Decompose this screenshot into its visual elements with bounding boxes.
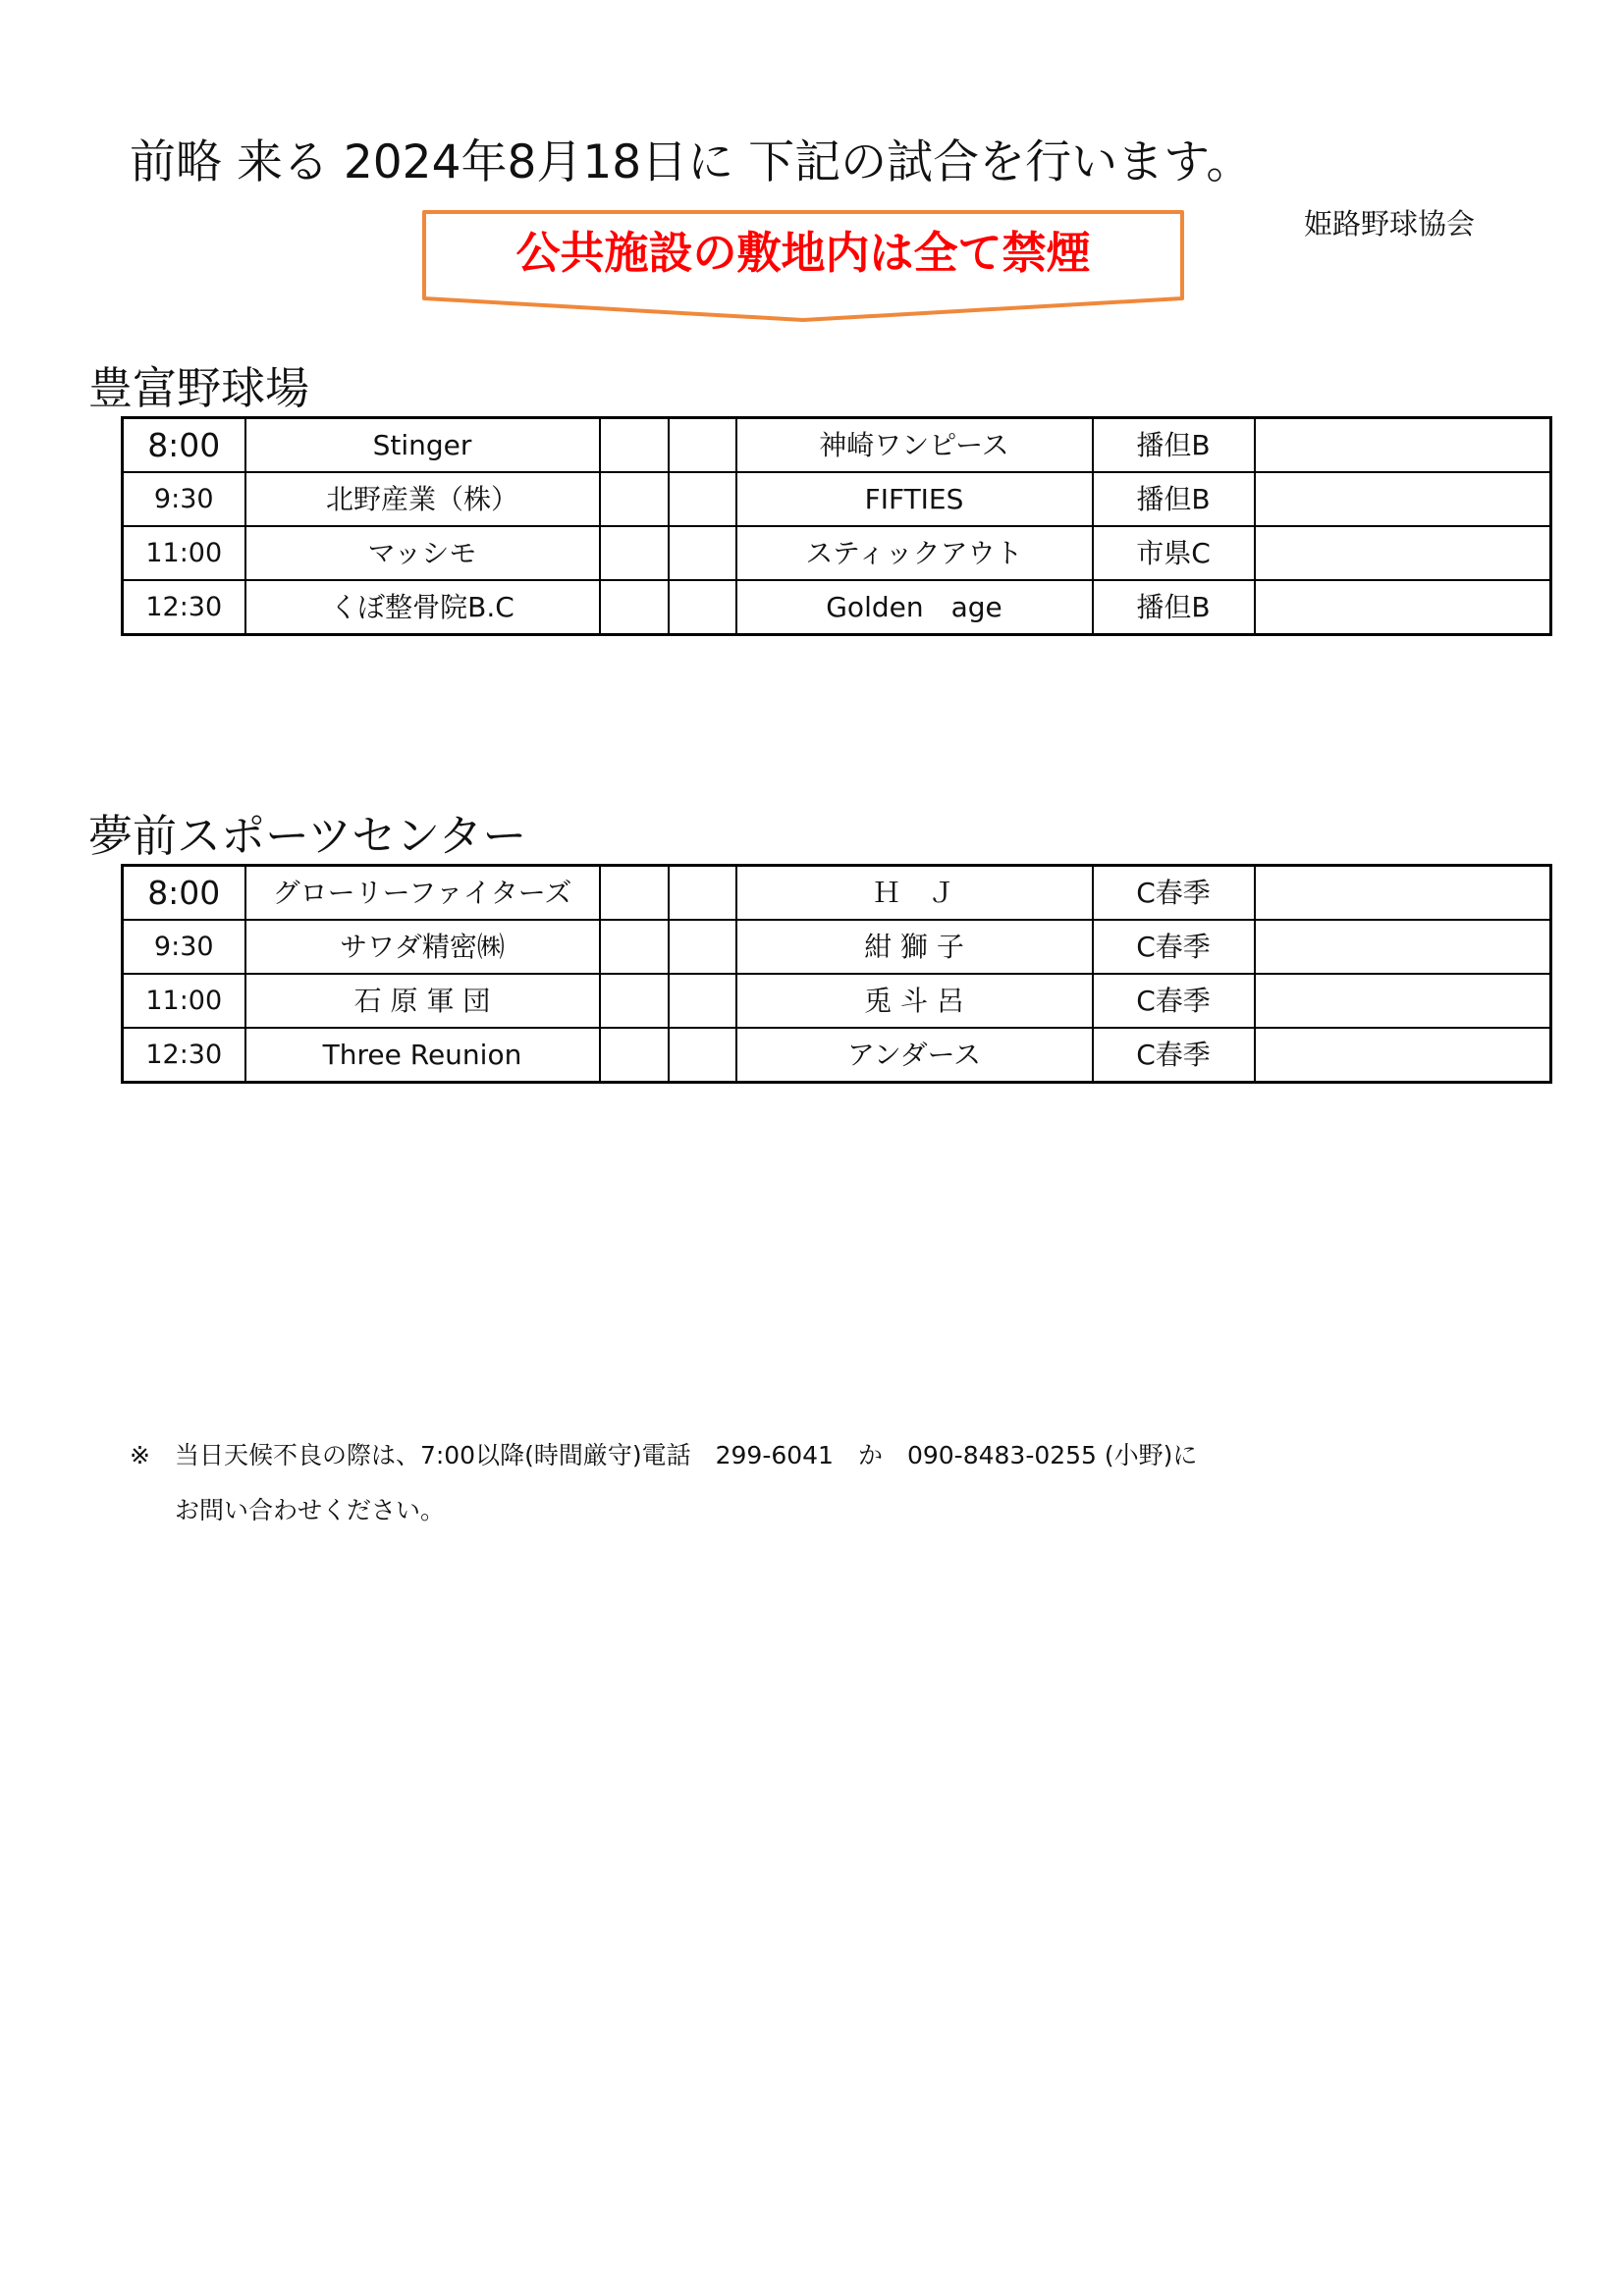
score-cell: [600, 526, 669, 580]
weather-note: ※ 当日天候不良の際は、7:00以降(時間厳守)電話 299-6041 か 090-8483-0255 (小野)に: [130, 1441, 1198, 1469]
game-time: 11:00: [123, 974, 245, 1028]
score-cell: [669, 1028, 736, 1083]
score-cell: [600, 866, 669, 921]
team-away: 紺 獅 子: [736, 920, 1093, 974]
team-home: マッシモ: [245, 526, 600, 580]
table-row: [123, 920, 1551, 974]
umpire-group: C春季: [1093, 866, 1255, 921]
table-row: [123, 1028, 1551, 1083]
banner-text: 公共施設の敷地内は全て禁煙: [515, 227, 1091, 279]
table-row: [123, 580, 1551, 635]
team-home: 石 原 軍 団: [245, 974, 600, 1028]
team-home: グローリーファイターズ: [245, 866, 600, 921]
score-cell: [669, 472, 736, 526]
score-cell: [600, 472, 669, 526]
team-away: 兎 斗 呂: [736, 974, 1093, 1028]
weather-note-continued: お問い合わせください。: [175, 1496, 446, 1524]
score-cell: [669, 526, 736, 580]
game-time: 12:30: [123, 580, 245, 635]
team-home: 北野産業（株）: [245, 472, 600, 526]
team-home: Stinger: [245, 418, 600, 473]
score-cell: [600, 580, 669, 635]
remarks-cell: [1255, 472, 1551, 526]
umpire-group: C春季: [1093, 1028, 1255, 1083]
venue-title-toyotomi: 豊富野球場: [88, 362, 310, 414]
game-time: 8:00: [123, 418, 245, 473]
team-home: サワダ精密㈱: [245, 920, 600, 974]
organization-name: 姫路野球協会: [1304, 207, 1476, 240]
team-home: Three Reunion: [245, 1028, 600, 1083]
table-row: [123, 974, 1551, 1028]
umpire-group: 播但B: [1093, 418, 1255, 473]
remarks-cell: [1255, 1028, 1551, 1083]
team-away: Golden age: [736, 580, 1093, 635]
umpire-group: C春季: [1093, 920, 1255, 974]
table-row: [123, 418, 1551, 473]
table-row: [123, 472, 1551, 526]
remarks-cell: [1255, 974, 1551, 1028]
score-cell: [669, 974, 736, 1028]
team-away: FIFTIES: [736, 472, 1093, 526]
score-cell: [669, 580, 736, 635]
umpire-group: C春季: [1093, 974, 1255, 1028]
game-time: 12:30: [123, 1028, 245, 1083]
umpire-group: 市県C: [1093, 526, 1255, 580]
score-cell: [600, 920, 669, 974]
venue-title-yumesaki: 夢前スポーツセンター: [88, 810, 527, 862]
team-away: スティックアウト: [736, 526, 1093, 580]
remarks-cell: [1255, 920, 1551, 974]
score-cell: [600, 418, 669, 473]
score-cell: [669, 866, 736, 921]
headline: 前略 来る 2024年8月18日に 下記の試合を行います。: [130, 135, 1253, 189]
team-home: くぼ整骨院B.C: [245, 580, 600, 635]
game-time: 9:30: [123, 472, 245, 526]
score-cell: [669, 920, 736, 974]
remarks-cell: [1255, 580, 1551, 635]
score-cell: [600, 974, 669, 1028]
team-away: 神崎ワンピース: [736, 418, 1093, 473]
remarks-cell: [1255, 866, 1551, 921]
game-time: 9:30: [123, 920, 245, 974]
remarks-cell: [1255, 418, 1551, 473]
game-time: 8:00: [123, 866, 245, 921]
game-time: 11:00: [123, 526, 245, 580]
score-cell: [669, 418, 736, 473]
table-row: [123, 866, 1551, 921]
remarks-cell: [1255, 526, 1551, 580]
umpire-group: 播但B: [1093, 580, 1255, 635]
team-away: アンダース: [736, 1028, 1093, 1083]
schedule-table-yumesaki: [121, 864, 1552, 1084]
no-smoking-banner: [420, 208, 1186, 324]
schedule-table-toyotomi: [121, 416, 1552, 636]
umpire-group: 播但B: [1093, 472, 1255, 526]
table-row: [123, 526, 1551, 580]
score-cell: [600, 1028, 669, 1083]
team-away: Ｈ Ｊ: [736, 866, 1093, 921]
